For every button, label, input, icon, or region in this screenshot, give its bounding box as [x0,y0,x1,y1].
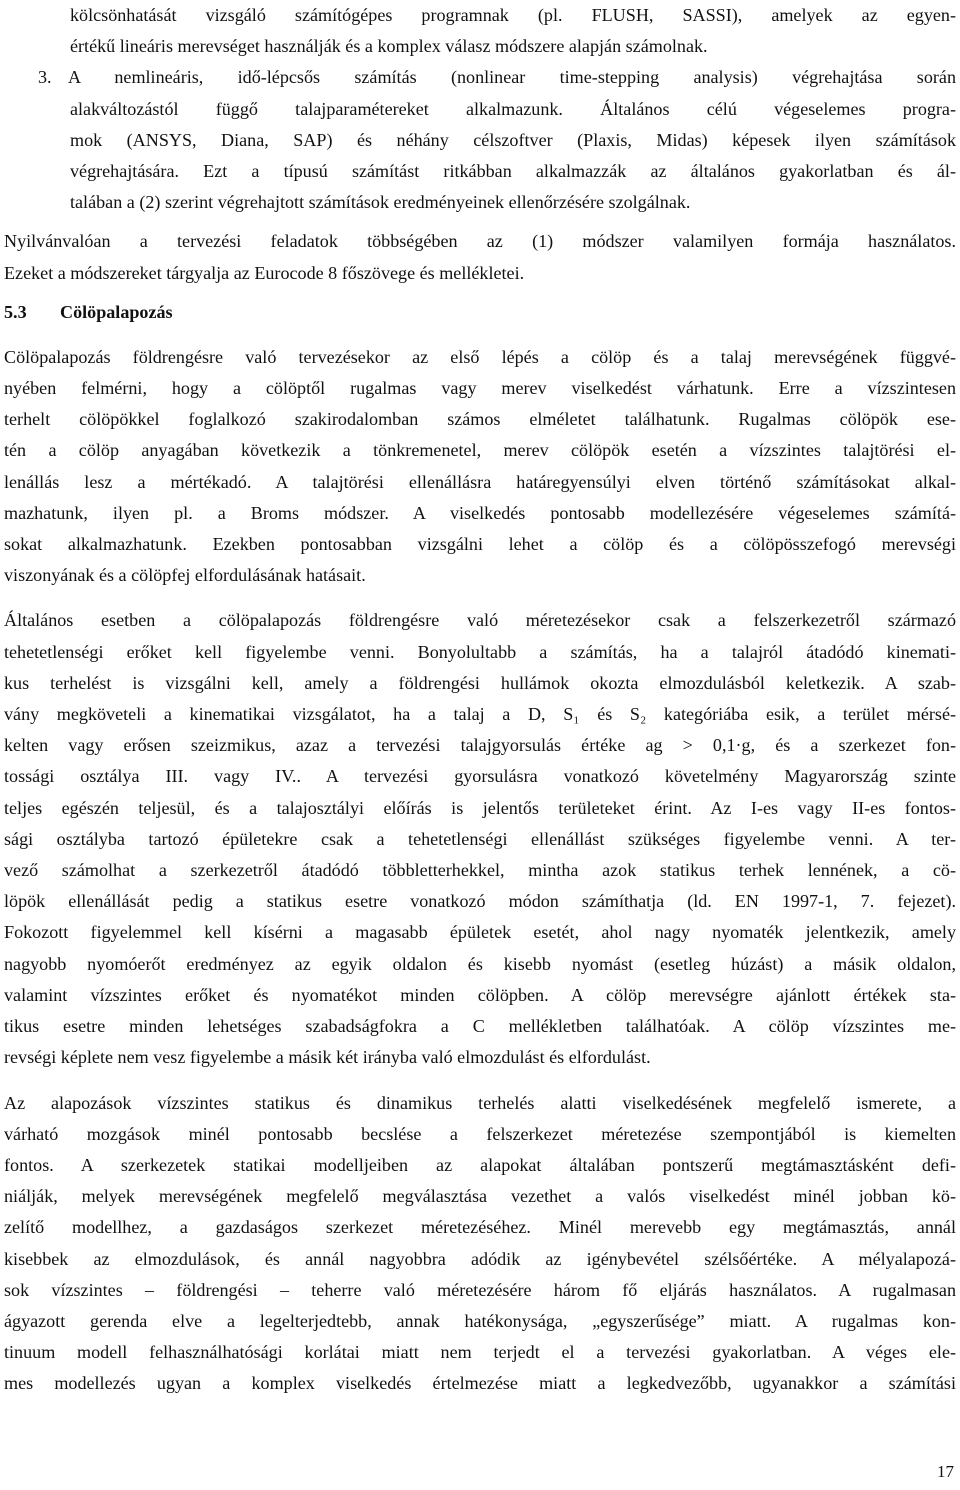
text-line: mok (ANSYS, Diana, SAP) és néhány célszoftver (Plaxis, Midas) képesek ilyen számítások [70,129,956,150]
list-item-3 [4,62,956,218]
text-line: Fokozott figyelemmel kell kísérni a magasabb épületek esetét, ahol nagy nyomaték jelentkezik, amely [4,922,956,943]
text-line: kisebbek az elmozdulások, és annál nagyobbra adódik az igénybevétel szélsőértéke. A mélyalapozá- [4,1248,956,1269]
text-line: lenállás lesz a mértékadó. A talajtörési ellenállásra határegyensúlyi elven történő számításokat alkal- [4,471,956,492]
text-line: sági osztályba tartozó épületekre csak a tehetetlenségi ellenállást szükséges figyelembe venni. A ter- [4,828,956,849]
text-line: tinuum modell felhasználhatósági korlátai miatt nem terjedt el a tervezési gyakorlatban. A véges ele- [4,1342,956,1363]
text-line: Nyilvánvalóan a tervezési feladatok többségében az (1) módszer valamilyen formája használatos. [4,231,956,252]
text-line: teljes egészén teljesül, és a talajosztályi előírás is jelentős területeket érint. Az I-es vagy II-es fontos- [4,797,956,818]
text-line: tehetetlenségi erőket kell figyelembe venni. Bonyolultabb a számítás, ha a talajról átadódó kinemati- [4,641,956,662]
text-line: Általános esetben a cölöpalapozás földrengésre való méretezésekor csak a felszerkezetről származó [4,610,956,631]
text-line: ágyazott gerenda elve a legelterjedtebb, annak hatékonysága, „egyszerűsége” miatt. A rugalmas kon- [4,1310,956,1331]
text-line: kus terhelést is vizsgálni kell, amely a földrengési hullámok okozta elmozdulásból keletkezik. A szab- [4,672,956,693]
text-line: revségi képlete nem vesz figyelembe a másik két irányba való elmozdulást és elfordulást. [4,1047,651,1068]
list-number: 3. [38,67,52,88]
text-line: niálják, melyek merevségének megfelelő megválasztása vezethet a valós viselkedést minél jobban kö- [4,1186,956,1207]
text-line: zelítő modellhez, a gazdaságos szerkezet méretezéséhez. Minél merevebb egy megtámasztás, annál [4,1217,956,1238]
paragraph-3 [4,1088,956,1400]
text-line: tossági osztálya III. vagy IV.. A tervezési gyorsulásra vonatkozó követelmény Magyarország szinte [4,766,956,787]
page-number: 17 [937,1462,954,1481]
paragraph-2 [4,605,956,1073]
text-line: fontos. A szerkezetek statikai modelljeiben az alapokat általában pontszerű megtámasztásként defi- [4,1154,956,1175]
text-line: nyében felmérni, hogy a cölöptől rugalmas vagy merev viselkedést várhatunk. Erre a vízszintesen [4,378,956,399]
text-line: mazhatunk, ilyen pl. a Broms módszer. A viselkedés pontosabb modellezésére végeselemes számítá- [4,502,956,523]
text-line: nagyobb nyomóerőt eredményez az egyik oldalon és kisebb nyomást (esetleg húzást) a másik oldalon, [4,953,956,974]
text-line: kelten vagy erősen szeizmikus, azaz a tervezési talajgyorsulás értéke ag > 0,1·g, és a szerkezet fon- [4,735,956,756]
text-line: talában a (2) szerint végrehajtott számítások eredményeinek ellenőrzésére szolgálnak. [70,192,691,213]
document-page [4,0,956,1400]
text-line: valamint vízszintes erőket és nyomatékot minden cölöpben. A cölöp merevségre ajánlott értékek sta- [4,984,956,1005]
text-line: löpök ellenállását pedig a statikus esetre vonatkozó módon számíthatja (ld. EN 1997-1, 7. fejezet). [4,891,956,912]
text-line: Az alapozások vízszintes statikus és dinamikus terhelés alatti viselkedésének megfelelő ismerete, a [4,1092,956,1113]
text-line: Ezeket a módszereket tárgyalja az Eurocode 8 főszövege és mellékletei. [4,262,525,283]
continuation-paragraph [4,0,956,62]
section-number: 5.3 [4,301,27,322]
text-line: mes modellezés ugyan a komplex viselkedés értelmezése miatt a legkedvezőbb, ugyanakkor a számítási [4,1373,956,1394]
text-line: tikus esetre minden lehetséges szabadságfokra a C mellékletben találhatóak. A cölöp vízszintes me- [4,1016,956,1037]
text-line: viszonyának és a cölöpfej elfordulásának hatásait. [4,565,366,586]
section-heading [4,297,956,328]
text-line: kölcsönhatását vizsgáló számítógépes programnak (pl. FLUSH, SASSI), amelyek az egyen- [70,5,956,25]
text-line: sokat alkalmazhatunk. Ezekben pontosabban vizsgálni lehet a cölöp és a cölöpösszefogó merevségi [4,534,956,555]
text-line: végrehajtására. Ezt a típusú számítást ritkábban alkalmazzák az általános gyakorlatban és ál- [70,161,956,182]
paragraph-1 [4,342,956,592]
text-line: sok vízszintes – földrengési – teherre való méretezésére három fő eljárás használatos. A rugalmasan [4,1279,956,1300]
text-line [4,62,956,93]
text-line: terhelt cölöpökkel foglalkozó szakirodalomban számos elméletet találhatunk. Rugalmas cölöpök ese- [4,409,956,430]
text-line: várható mozgások minél pontosabb becslése a felszerkezet méretezése szempontjából is kiemelten [4,1123,956,1144]
text-line: vező számolhat a szerkezetről átadódó többletterhekkel, mintha azok statikus terhek lennének, a cö- [4,860,956,881]
list-item-text: A nemlineáris, idő-lépcsős számítás (nonlinear time-stepping analysis) végrehajtása során [68,67,956,88]
text-line: tén a cölöp anyagában következik a tönkremenetel, merev cölöpök esetén a vízszintes talajtörési el- [4,440,956,461]
methods-paragraph [4,226,956,288]
text-line: Cölöpalapozás földrengésre való tervezésekor az első lépés a cölöp és a talaj merevségének függvé- [4,346,956,367]
text-line: értékű lineáris merevséget használják és a komplex válasz módszere alapján számolnak. [70,36,708,57]
text-line: vány megköveteli a kinematikai vizsgálatot, ha a talaj a D, S₁ és S₂ kategóriába esik, a terület mérsé- [4,704,956,725]
text-line: alakváltozástól függő talajparamétereket alkalmazunk. Általános célú végeselemes progra- [70,98,956,119]
section-title: Cölöpalapozás [60,301,173,322]
